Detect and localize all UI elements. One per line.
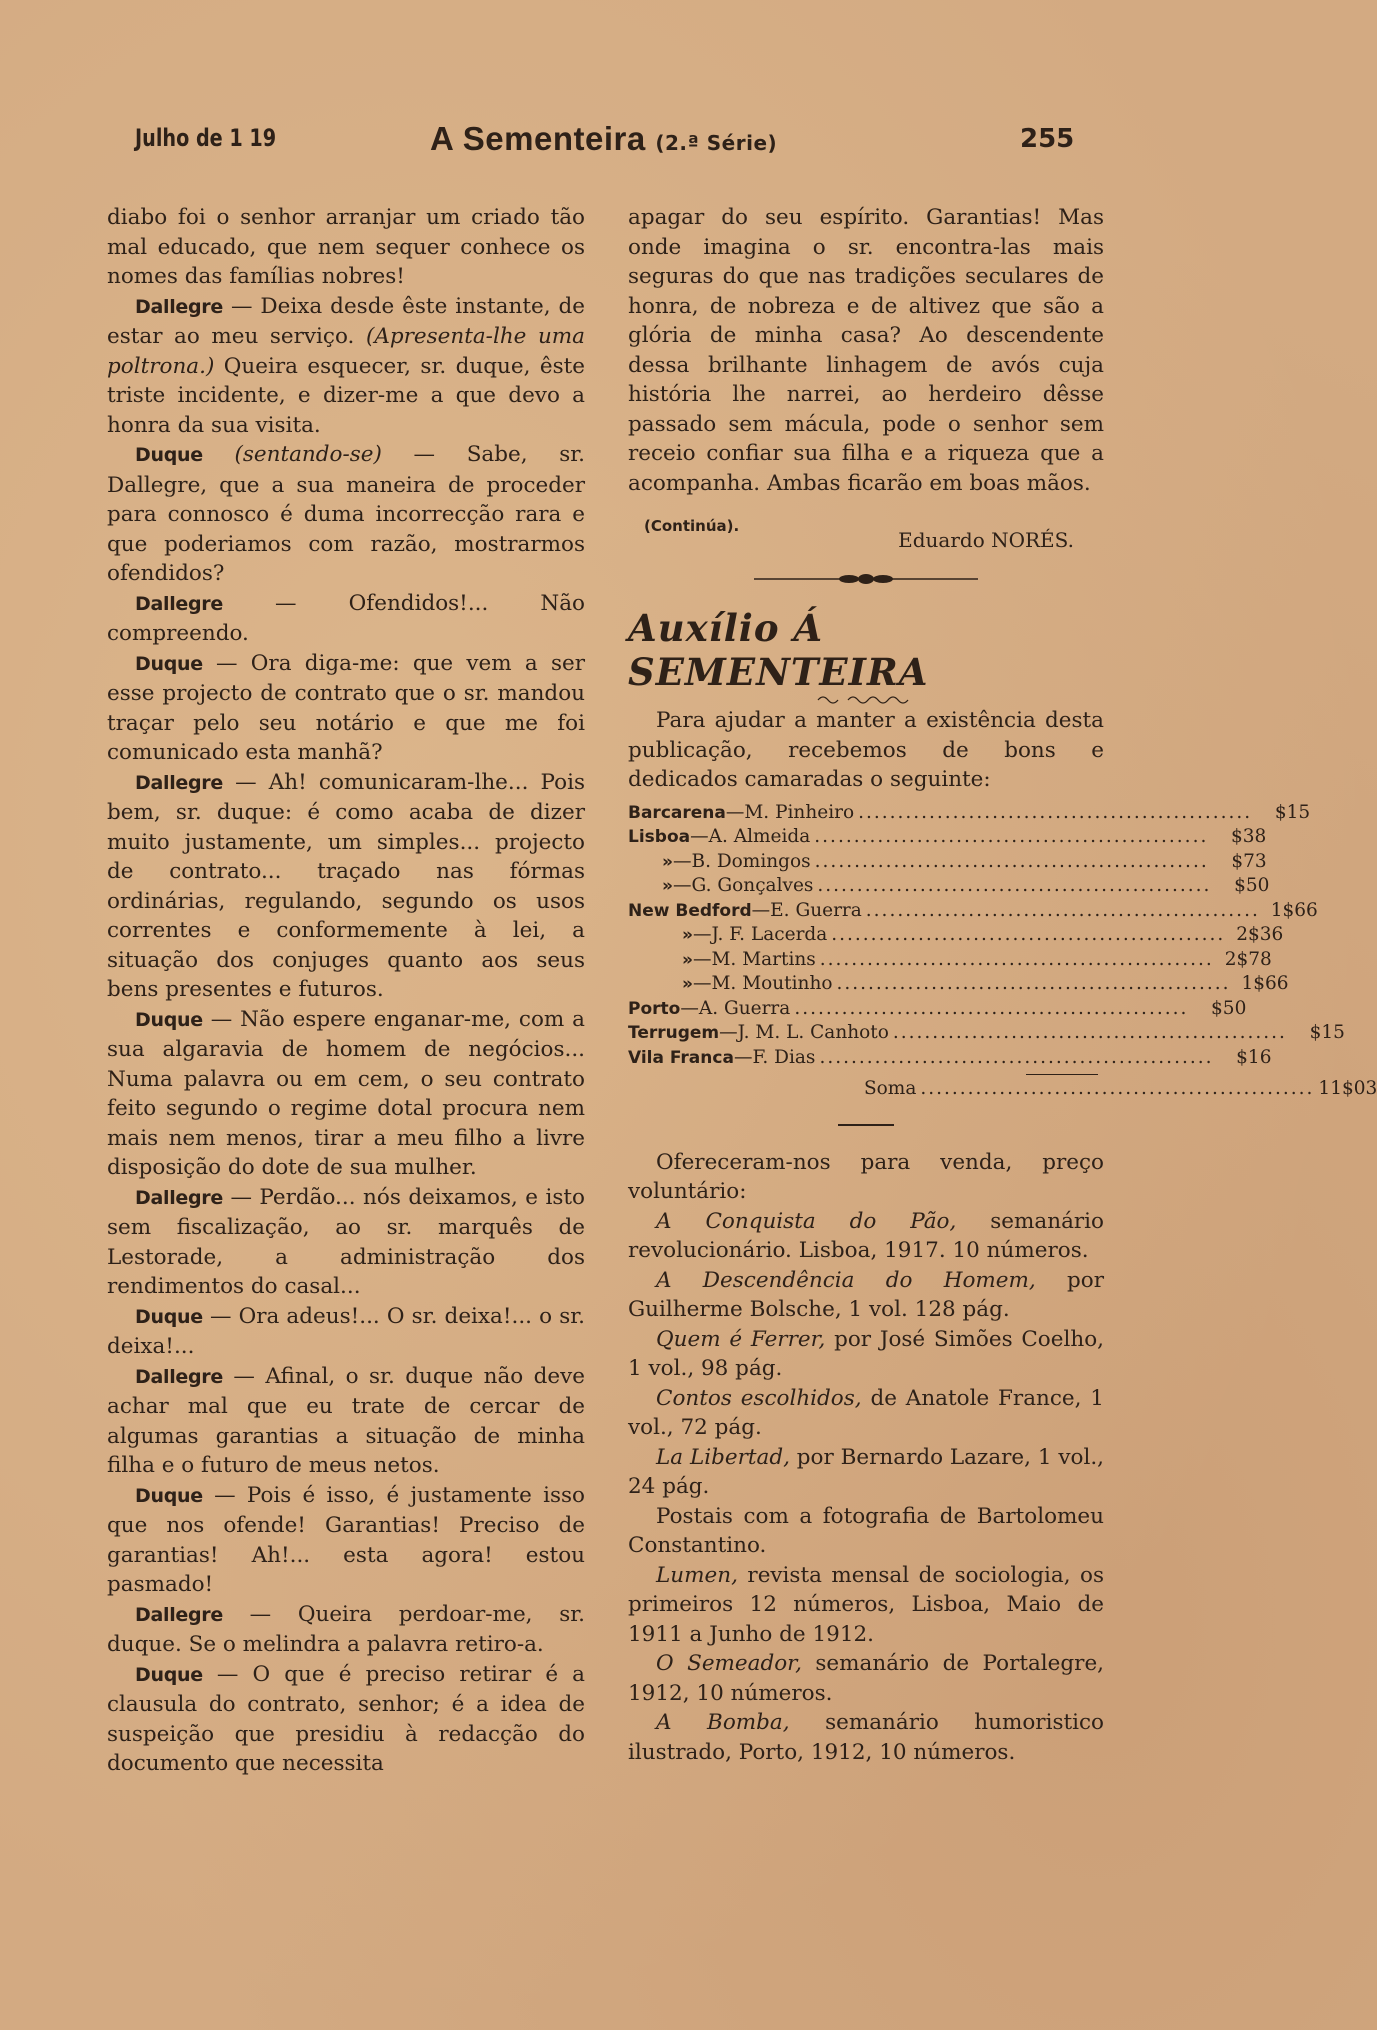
- donation-location: New Bedford: [628, 900, 752, 921]
- offer-title: O Semeador,: [656, 1651, 802, 1676]
- offer-text: por Bernardo Lazare, 1 vol., 24 pág.: [628, 1444, 1104, 1499]
- journal-title-text: A Sementeira: [430, 120, 646, 157]
- stage-direction: (Apresenta-lhe uma poltrona.): [107, 324, 585, 379]
- donation-location: Lisboa: [628, 827, 691, 847]
- donation-row: [628, 825, 1267, 850]
- speaker-name: Duque: [135, 1008, 203, 1031]
- dialogue-text: — Sabe, sr. Dallegre, que a sua maneira de proceder para connosco é duma incorrecção rara e que poderiamos com razão, mostrarmos ofendidos?: [107, 442, 586, 586]
- total-amount: 11$03: [1318, 1078, 1377, 1099]
- donation-row: [628, 801, 1311, 826]
- dialogue-text: — Queira perdoar-me, sr. duque. Se o melindra a palavra retiro-a.: [107, 1601, 585, 1657]
- dialogue-text: Queira esquecer, sr. duque, êste triste incidente, e dizer-me a que devo a honra da sua visita.: [107, 353, 585, 438]
- donation-row: [628, 923, 1284, 948]
- offer-text: revista mensal de sociologia, os primeiros 12 números, Lisboa, Maio de 1911 a Junho de 1912.: [628, 1562, 1104, 1647]
- dialogue-text: — Perdão... nós deixamos, e isto sem fiscalização, ao sr. marquês de Lestorade, a administração dos rendimentos do casal...: [107, 1184, 585, 1299]
- dialogue-paragraph: [107, 768, 585, 1005]
- donation-dash: —: [672, 850, 692, 872]
- speaker-name: Duque: [135, 1663, 203, 1686]
- dot-leader: ..................................................: [920, 1078, 1315, 1099]
- total-label: Soma: [864, 1078, 917, 1099]
- donation-row: [628, 972, 1289, 997]
- donation-row: [628, 997, 1247, 1022]
- donation-amount: 2$36: [1236, 924, 1284, 945]
- donor-name: A. Almeida: [708, 826, 811, 847]
- offer-entry: [628, 1649, 1104, 1708]
- sum-rule: [1026, 1074, 1098, 1075]
- speaker-name: Duque: [135, 1305, 203, 1328]
- dot-leader: ..................................................: [819, 1046, 1214, 1068]
- journal-title: [430, 120, 777, 158]
- offer-text: por José Simões Coelho, 1 vol., 98 pág.: [628, 1326, 1104, 1381]
- dot-leader: ..................................................: [814, 850, 1209, 872]
- offer-text: semanário humoristico ilustrado, Porto, 1912, 10 números.: [628, 1710, 1104, 1765]
- donation-amount: $15: [1309, 1022, 1345, 1043]
- dot-leader: ..................................................: [858, 801, 1253, 823]
- dialogue-text: — Ora adeus!... O sr. deixa!... o sr. deixa!...: [107, 1303, 585, 1359]
- donation-amount: 1$66: [1270, 899, 1318, 921]
- offer-entry: [628, 1708, 1104, 1767]
- donation-amount: $50: [1234, 875, 1270, 896]
- dialogue-paragraph: [107, 1481, 585, 1600]
- donation-dash: —: [692, 948, 712, 970]
- dot-leader: ..................................................: [865, 899, 1260, 921]
- donation-row: [628, 850, 1267, 875]
- offer-text: por Guilherme Bolsche, 1 vol. 128 pág.: [628, 1267, 1104, 1322]
- dialogue-paragraph: [107, 440, 585, 589]
- donation-row: [628, 899, 1318, 924]
- article-footer: [628, 504, 1104, 564]
- donor-name: A. Guerra: [698, 997, 791, 1019]
- donation-dash: —: [719, 1022, 738, 1043]
- offer-entry: [628, 1148, 1104, 1207]
- speaker-name: Duque: [135, 444, 203, 466]
- donation-amount: 1$66: [1241, 973, 1289, 994]
- offer-entry: [628, 1443, 1104, 1502]
- donation-location: Terrugem: [628, 1023, 720, 1043]
- donation-dash: —: [733, 1046, 753, 1068]
- offer-text: Ofereceram-nos para venda, preço voluntário:: [628, 1149, 1104, 1204]
- dialogue-text: — Não espere enganar-me, com a sua algaravia de homem de negócios... Numa palavra ou em cem, o seu contrato feito segundo o regime dotal procura nem mais nem menos, tirar a meu filho a livre disposição do dote de sua mulher.: [107, 1006, 585, 1180]
- auxilio-intro: Para ajudar a manter a existência desta publicação, recebemos de bons e dedicados camaradas o seguinte:: [628, 708, 1104, 792]
- donation-amount: $16: [1236, 1046, 1272, 1068]
- donor-name: G. Gonçalves: [691, 875, 814, 896]
- dialogue-paragraph: [107, 589, 585, 649]
- dialogue-text: — Afinal, o sr. duque não deve achar mal que eu trate de cercar de algumas garantias a situação de minha filha e o futuro de meus netos.: [107, 1363, 585, 1478]
- donation-row: [628, 874, 1270, 899]
- offer-title: Lumen,: [656, 1562, 738, 1588]
- offer-entry: [628, 1325, 1104, 1384]
- donation-list: [628, 801, 1377, 1102]
- donation-row: [628, 1021, 1345, 1046]
- offer-entry: [628, 1561, 1104, 1650]
- dialogue-paragraph: [107, 1362, 585, 1481]
- speaker-name: Dallegre: [135, 592, 223, 615]
- speaker-name: Dallegre: [135, 1603, 223, 1626]
- donation-total-row: [628, 1077, 1377, 1102]
- section-separator: [838, 1124, 894, 1126]
- issue-date: Julho de 1 19: [135, 124, 277, 152]
- donation-dash: —: [692, 924, 712, 945]
- dialogue-text: — Deixa desde êste instante, de estar ao meu serviço.: [107, 293, 585, 349]
- speaker-name: Dallegre: [135, 1365, 223, 1388]
- dot-leader: ..................................................: [831, 924, 1226, 945]
- donation-dash: —: [672, 875, 692, 896]
- offer-title: A Bomba,: [656, 1710, 790, 1735]
- speaker-name: Duque: [135, 1484, 203, 1507]
- dialogue-paragraph: [107, 1005, 585, 1183]
- speaker-name: Duque: [135, 652, 203, 675]
- offer-title: A Descendência do Homem,: [656, 1267, 1036, 1293]
- offer-title: Contos escolhidos,: [656, 1385, 862, 1411]
- dot-leader: ..................................................: [814, 826, 1209, 847]
- journal-series: (2.ª Série): [655, 131, 778, 155]
- donation-amount: $50: [1211, 997, 1247, 1019]
- dot-leader: ..................................................: [794, 997, 1189, 1019]
- dialogue-continuation: apagar do seu espírito. Garantias! Mas onde imagina o sr. encontra-las mais seguras do que nas tradições seculares de honra, de nobreza e de altivez que são a glória de minha casa? Ao descendente dessa brilhante linhagem de avós cuja história lhe narrei, ao herdeiro dêsse passado sem mácula, pode o senhor sem receio confiar sua filha e a riqueza que a acompanha. Ambas ficarão em boas mãos.: [628, 205, 1104, 496]
- donation-location: Vila Franca: [628, 1047, 734, 1068]
- offer-entry: [628, 1502, 1104, 1561]
- donor-name: M. Pinheiro: [744, 801, 855, 823]
- speaker-name: Dallegre: [135, 295, 223, 318]
- donation-dash: —: [680, 997, 699, 1019]
- dialogue-paragraph: [107, 1302, 585, 1362]
- dialogue-text: diabo foi o senhor arranjar um criado tão mal educado, que nem sequer conhece os nomes das famílias nobres!: [107, 205, 585, 289]
- donation-dash: —: [725, 801, 745, 823]
- left-column: [107, 203, 585, 1779]
- donation-location: Porto: [628, 998, 681, 1019]
- offers-list: [628, 1148, 1104, 1768]
- dialogue-paragraph: [107, 1660, 585, 1779]
- offer-text: semanário de Portalegre, 1912, 10 números.: [628, 1651, 1104, 1706]
- stage-direction: (sentando-se): [202, 442, 382, 467]
- offer-text: semanário revolucionário. Lisboa, 1917. 10 números.: [628, 1208, 1104, 1263]
- donor-name: M. Moutinho: [711, 973, 833, 994]
- donor-name: M. Martins: [711, 948, 816, 970]
- dialogue-paragraph: [107, 292, 585, 441]
- author-signature: Eduardo NORÉS.: [898, 528, 1074, 552]
- right-column: [628, 203, 1377, 1767]
- donation-dash: —: [692, 973, 712, 994]
- donor-name: F. Dias: [752, 1046, 816, 1068]
- speaker-name: Dallegre: [135, 771, 223, 794]
- donor-name: E. Guerra: [770, 899, 862, 921]
- donor-name: J. M. L. Canhoto: [737, 1022, 889, 1043]
- offer-text: Postais com a fotografia de Bartolomeu Constantino.: [628, 1503, 1104, 1558]
- donation-dash: —: [690, 826, 709, 847]
- donation-amount: $38: [1231, 826, 1267, 847]
- continua-note: (Continúa).: [644, 517, 740, 535]
- donation-amount: $73: [1231, 850, 1267, 872]
- dot-leader: ..................................................: [892, 1022, 1287, 1043]
- section-title: Auxílio Á SEMENTEIRA: [628, 606, 929, 694]
- offer-entry: [628, 1207, 1104, 1266]
- donor-name: B. Domingos: [691, 850, 811, 872]
- donation-dash: —: [751, 899, 771, 921]
- offer-title: A Conquista do Pão,: [656, 1208, 957, 1234]
- donation-location: »: [682, 974, 693, 994]
- squiggle-ornament: [818, 694, 918, 706]
- dialogue-text: — O que é preciso retirar é a clausula do contrato, senhor; é a idea de suspeição que presidiu à redacção do documento que necessita: [107, 1661, 585, 1776]
- dialogue-text: — Ofendidos!... Não compreendo.: [107, 590, 585, 646]
- donation-location: »: [662, 876, 673, 896]
- dialogue-text: — Ah! comunicaram-lhe... Pois bem, sr. duque: é como acaba de dizer muito justamente, um simples... projecto de contrato... traçado nas fórmas ordinárias, regulando, segundo os usos correntes e conformemente à lei, a situação dos conjuges quanto aos seus bens presentes e futuros.: [107, 769, 585, 1002]
- dot-leader: ..................................................: [819, 948, 1214, 970]
- dialogue-text: — Pois é isso, é justamente isso que nos ofende! Garantias! Preciso de garantias! Ah!... esta agora! estou pasmado!: [107, 1482, 585, 1597]
- dialogue-paragraph: [107, 203, 585, 292]
- dialogue-paragraph: [107, 1183, 585, 1302]
- donation-location: Barcarena: [628, 802, 726, 823]
- offer-text: de Anatole France, 1 vol., 72 pág.: [628, 1385, 1104, 1440]
- ornament-divider: [754, 572, 978, 586]
- donation-location: »: [682, 949, 693, 970]
- dialogue-text: — Ora diga-me: que vem a ser esse projecto de contrato que o sr. mandou traçar pelo seu notário e que me foi comunicado esta manhã?: [107, 650, 585, 765]
- page-header: [0, 120, 1306, 160]
- donor-name: J. F. Lacerda: [711, 924, 828, 945]
- donation-row: [628, 1046, 1272, 1071]
- donation-amount: $15: [1274, 801, 1311, 823]
- donation-amount: 2$78: [1224, 948, 1272, 970]
- offer-title: La Libertad,: [656, 1444, 790, 1470]
- donation-row: [628, 948, 1272, 973]
- donation-location: »: [682, 925, 693, 945]
- offer-entry: [628, 1384, 1104, 1443]
- donation-location: »: [662, 851, 673, 872]
- offer-title: Quem é Ferrer,: [656, 1326, 826, 1352]
- offer-entry: [628, 1266, 1104, 1325]
- page-number: 255: [1020, 124, 1075, 154]
- dialogue-paragraph: [107, 1600, 585, 1660]
- speaker-name: Dallegre: [135, 1186, 223, 1209]
- dot-leader: ..................................................: [836, 973, 1231, 994]
- dot-leader: ..................................................: [817, 875, 1212, 896]
- dialogue-paragraph: [107, 649, 585, 768]
